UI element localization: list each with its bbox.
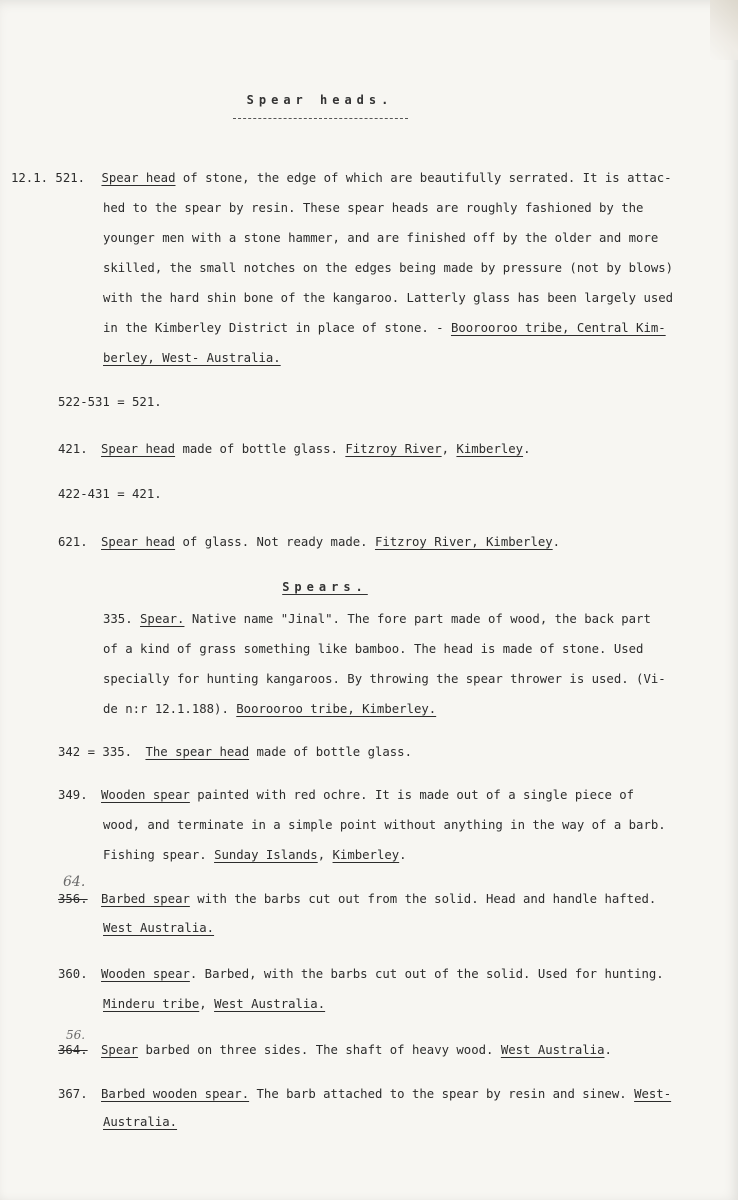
entry-text: made of bottle glass. xyxy=(175,442,346,456)
entry-422-431: 422-431 = 421. xyxy=(58,487,162,501)
underlined-term: Spear head xyxy=(101,171,176,185)
underlined-place: West Australia. xyxy=(214,997,326,1011)
entry-number: 349. xyxy=(58,788,88,802)
entry-number: 342 = 335. xyxy=(58,745,133,759)
entry-text: . xyxy=(523,442,531,456)
entry-number: 335. xyxy=(103,612,133,626)
entry-521-line-4: skilled, the small notches on the edges being made by pressure (not by blows) xyxy=(103,261,674,275)
underlined-place: Boorooroo tribe, Central Kim- xyxy=(450,321,666,335)
underlined-place: Sunday Islands xyxy=(214,848,318,862)
entry-number: 360. xyxy=(58,967,88,981)
handwritten-correction: 56. xyxy=(66,1028,86,1042)
entry-621 xyxy=(58,535,560,549)
entry-text: The barb attached to the spear by resin and sinew. xyxy=(249,1087,635,1101)
entry-number: 356. xyxy=(58,892,88,906)
entry-521-line-3: younger men with a stone hammer, and are finished off by the older and more xyxy=(103,231,659,245)
entry-text: . xyxy=(399,848,407,862)
section-title-rule xyxy=(233,118,408,119)
entry-356-line-1 xyxy=(58,892,656,906)
underlined-term: Spear head xyxy=(101,535,176,549)
entry-367-line-2 xyxy=(103,1115,177,1129)
entry-text: painted with red ochre. It is made out of a single piece of xyxy=(189,788,635,802)
underlined-place: berley, West- Australia. xyxy=(103,351,281,365)
entry-text: . xyxy=(552,535,561,549)
entry-360-line-2 xyxy=(103,997,325,1011)
entry-335-line-1 xyxy=(103,612,651,626)
entry-text: , xyxy=(317,848,333,862)
entry-number: 621. xyxy=(58,535,88,549)
underlined-place: West- xyxy=(634,1087,672,1101)
entry-360-line-1 xyxy=(58,967,664,981)
entry-335-line-3: specially for hunting kangaroos. By throwing the spear thrower is used. (Vi- xyxy=(103,672,666,686)
underlined-place: Minderu tribe xyxy=(103,997,200,1011)
page-corner-fold xyxy=(710,0,738,60)
underlined-place: Kimberley xyxy=(332,848,400,862)
entry-421 xyxy=(58,442,530,456)
entry-522-531: 522-531 = 521. xyxy=(58,395,162,409)
entry-text: , xyxy=(441,442,457,456)
entry-text: , xyxy=(199,997,215,1011)
entry-text: . Barbed, with the barbs cut out of the solid. Used for hunting. xyxy=(189,967,664,981)
underlined-place: West Australia xyxy=(500,1043,605,1057)
entry-521-line-2: hed to the spear by resin. These spear heads are roughly fashioned by the xyxy=(103,201,644,215)
underlined-term: Spear head xyxy=(101,442,176,456)
entry-number: 367. xyxy=(58,1087,88,1101)
entry-text: de n:r 12.1.188). xyxy=(103,702,237,716)
underlined-term: Wooden spear xyxy=(101,788,190,802)
underlined-term: Spear. xyxy=(140,612,185,626)
entry-text: with the barbs cut out from the solid. Head and handle hafted. xyxy=(189,892,657,906)
entry-text: Fishing spear. xyxy=(103,848,215,862)
entry-521-line-1 xyxy=(11,171,672,185)
underlined-term: Wooden spear xyxy=(101,967,190,981)
entry-356-line-2 xyxy=(103,921,214,935)
entry-342 xyxy=(58,745,412,759)
entry-349-line-1 xyxy=(58,788,634,802)
section-title-spears: Spears. xyxy=(282,580,368,594)
entry-521-line-6 xyxy=(103,321,666,335)
underlined-term: Barbed wooden spear. xyxy=(101,1087,250,1101)
underlined-place: Boorooroo tribe, Kimberley. xyxy=(236,702,437,716)
entry-364 xyxy=(58,1043,612,1057)
entry-349-line-2: wood, and terminate in a simple point without anything in the way of a barb. xyxy=(103,818,666,832)
entry-number: 421. xyxy=(58,442,88,456)
underlined-term: Barbed spear xyxy=(101,892,190,906)
underlined-term: Spear xyxy=(101,1043,139,1057)
entry-521-line-7 xyxy=(103,351,281,365)
entry-number: 364. xyxy=(58,1043,88,1057)
entry-text: of stone, the edge of which are beautifully serrated. It is attac- xyxy=(175,171,672,185)
underlined-term: The spear head xyxy=(145,745,250,759)
underlined-place: Australia. xyxy=(103,1115,178,1129)
section-title-spear-heads: Spear heads. xyxy=(246,93,394,107)
entry-text: barbed on three sides. The shaft of heavy wood. xyxy=(138,1043,501,1057)
underlined-place: West Australia. xyxy=(103,921,215,935)
entry-521-line-5: with the hard shin bone of the kangaroo. Latterly glass has been largely used xyxy=(103,291,674,305)
entry-335-line-2: of a kind of grass something like bamboo. The head is made of stone. Used xyxy=(103,642,644,656)
entry-number: 12.1. 521. xyxy=(11,171,86,185)
entry-text: Native name "Jinal". The fore part made of wood, the back part xyxy=(184,612,651,626)
underlined-place: Fitzroy River, Kimberley xyxy=(374,535,553,549)
underlined-place: Kimberley xyxy=(456,442,524,456)
underlined-place: Fitzroy River xyxy=(345,442,442,456)
entry-349-line-3 xyxy=(103,848,407,862)
entry-335-line-4 xyxy=(103,702,436,716)
entry-text: of glass. Not ready made. xyxy=(175,535,375,549)
entry-367-line-1 xyxy=(58,1087,671,1101)
handwritten-correction: 64. xyxy=(63,874,86,890)
entry-text: made of bottle glass. xyxy=(249,745,412,759)
entry-text: in the Kimberley District in place of stone. - xyxy=(103,321,451,335)
entry-text: . xyxy=(604,1043,612,1057)
